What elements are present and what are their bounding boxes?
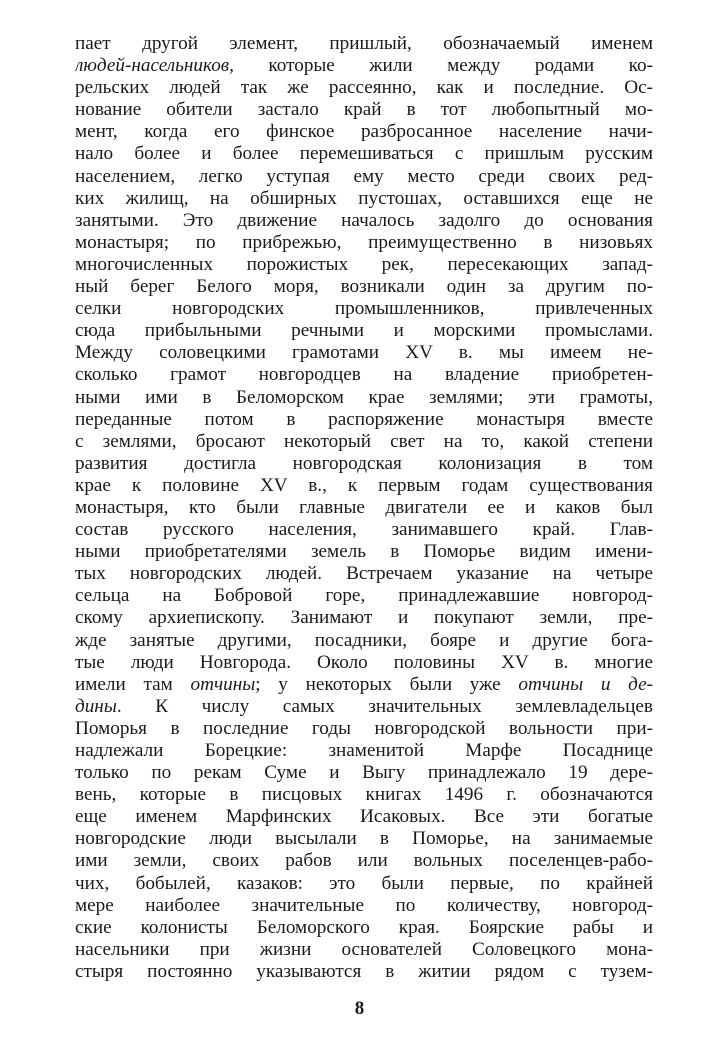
text-line xyxy=(75,276,653,298)
text-segment: сюда прибыльными речными и морскими промыслами. xyxy=(75,320,653,342)
text-line xyxy=(75,166,653,188)
text-line xyxy=(75,342,653,364)
text-line xyxy=(75,232,653,254)
text-line xyxy=(75,431,653,453)
text-segment: крае к половине XV в., к первым годам существования xyxy=(75,474,653,496)
text-line xyxy=(75,497,653,519)
text-line xyxy=(75,674,653,696)
text-segment: с землями, бросают некоторый свет на то, какой степени xyxy=(75,430,653,452)
text-segment: ный берег Белого моря, возникали один за другим по- xyxy=(75,276,653,298)
text-segment: жде занятые другими, посадники, бояре и другие бога- xyxy=(75,629,653,651)
text-segment: которые жили между родами ко- xyxy=(233,55,653,77)
text-segment: ными приобретателями земель в Поморье видим имени- xyxy=(75,541,653,563)
text-segment: населением, легко уступая ему место среди своих ред- xyxy=(75,165,653,187)
text-line xyxy=(75,585,653,607)
text-segment: состав русского населения, занимавшего край. Глав- xyxy=(75,519,653,541)
italic-text-segment: людей-насельников, xyxy=(75,55,234,77)
text-segment: пает другой элемент, пришлый, обозначаемый именем xyxy=(75,33,653,54)
text-line xyxy=(75,210,653,232)
text-line xyxy=(75,364,653,386)
text-line xyxy=(75,121,653,143)
text-segment: мере наиболее значительные по количеству, новгород- xyxy=(75,894,653,916)
text-line xyxy=(75,784,653,806)
text-segment: . К числу самых значительных землевладельцев xyxy=(116,695,653,717)
text-line xyxy=(75,762,653,784)
text-line xyxy=(75,387,653,409)
text-segment: сельца на Бобровой горе, принадлежавшие новгород- xyxy=(75,585,653,607)
text-line xyxy=(75,630,653,652)
text-segment: тых новгородских людей. Встречаем указание на четыре xyxy=(75,563,653,585)
text-line xyxy=(75,961,653,983)
text-line xyxy=(75,77,653,99)
italic-text-segment: отчины xyxy=(190,673,256,695)
text-segment: скому архиепископу. Занимают и покупают земли, пре- xyxy=(75,607,653,629)
text-line xyxy=(75,696,653,718)
text-line xyxy=(75,895,653,917)
text-line xyxy=(75,320,653,342)
text-line xyxy=(75,254,653,276)
text-line xyxy=(75,939,653,961)
text-line xyxy=(75,917,653,939)
text-line xyxy=(75,563,653,585)
text-segment: селки новгородских промышленников, привлеченных xyxy=(75,298,653,320)
text-segment: монастыря, кто были главные двигатели ее и каков был xyxy=(75,496,653,518)
text-segment: ными ими в Беломорском крае землями; эти грамоты, xyxy=(75,386,653,408)
text-segment: надлежали Борецкие: знаменитой Марфе Посаднице xyxy=(75,740,653,761)
text-segment: переданные потом в распоряжение монастыря вместе xyxy=(75,408,653,430)
text-segment: стыря постоянно указываются в житии рядом с тузем- xyxy=(75,960,653,982)
text-segment: сколько грамот новгородцев на владение приобретен- xyxy=(75,364,653,386)
text-segment: имели там xyxy=(75,673,191,695)
text-segment: чих, бобылей, казаков: это были первые, по крайней xyxy=(75,872,653,894)
text-segment: развития достигла новгородская колонизация в том xyxy=(75,452,653,474)
text-segment: рельских людей так же рассеянно, как и последние. Ос- xyxy=(75,77,653,99)
text-segment: Поморья в последние годы новгородской вольности при- xyxy=(75,717,653,739)
text-line xyxy=(75,99,653,121)
text-line xyxy=(75,652,653,674)
text-segment: нование обители застало край в тот любопытный мо- xyxy=(75,99,653,121)
text-segment: многочисленных порожистых рек, пересекающих запад- xyxy=(75,253,653,275)
text-line xyxy=(75,143,653,165)
italic-text-segment: отчины и де- xyxy=(518,673,653,695)
text-line xyxy=(75,409,653,431)
italic-text-segment: дины xyxy=(75,695,117,717)
text-segment: насельники при жизни основателей Соловецкого мона- xyxy=(75,938,653,960)
text-line xyxy=(75,607,653,629)
text-line xyxy=(75,519,653,541)
text-line xyxy=(75,541,653,563)
text-segment: ские колонисты Беломорского края. Боярские рабы и xyxy=(75,916,653,938)
text-segment: еще именем Марфинских Исаковых. Все эти богатые xyxy=(75,806,653,828)
text-segment: Между соловецкими грамотами XV в. мы имеем не- xyxy=(75,342,653,364)
text-line xyxy=(75,55,653,77)
text-line xyxy=(75,806,653,828)
text-line xyxy=(75,33,653,55)
body-text xyxy=(75,33,653,983)
text-segment: ими земли, своих рабов или вольных поселенцев-рабо- xyxy=(75,850,653,872)
text-segment: мент, когда его финское разбросанное население начи- xyxy=(75,121,653,143)
text-segment: ; у некоторых были уже xyxy=(255,673,519,695)
text-line xyxy=(75,718,653,740)
text-segment: ких жилищ, на обширных пустошах, оставшихся еще не xyxy=(75,187,653,209)
text-segment: новгородские люди высылали в Поморье, на занимаемые xyxy=(75,828,653,850)
text-segment: вень, которые в писцовых книгах 1496 г. обозначаются xyxy=(75,784,653,806)
text-segment: тые люди Новгорода. Около половины XV в. многие xyxy=(75,651,653,673)
text-segment: нало более и более перемешиваться с пришлым русским xyxy=(75,143,653,165)
text-line xyxy=(75,850,653,872)
text-line xyxy=(75,453,653,475)
text-line xyxy=(75,475,653,497)
text-line xyxy=(75,188,653,210)
text-line xyxy=(75,828,653,850)
text-segment: занятыми. Это движение началось задолго до основания xyxy=(75,209,653,231)
text-segment: монастыря; по прибрежью, преимущественно в низовьях xyxy=(75,231,653,253)
text-line xyxy=(75,298,653,320)
text-line xyxy=(75,740,653,762)
text-segment: только по рекам Суме и Выгу принадлежало 19 дере- xyxy=(75,762,653,784)
text-line xyxy=(75,873,653,895)
page-number: 8 xyxy=(354,998,365,1019)
